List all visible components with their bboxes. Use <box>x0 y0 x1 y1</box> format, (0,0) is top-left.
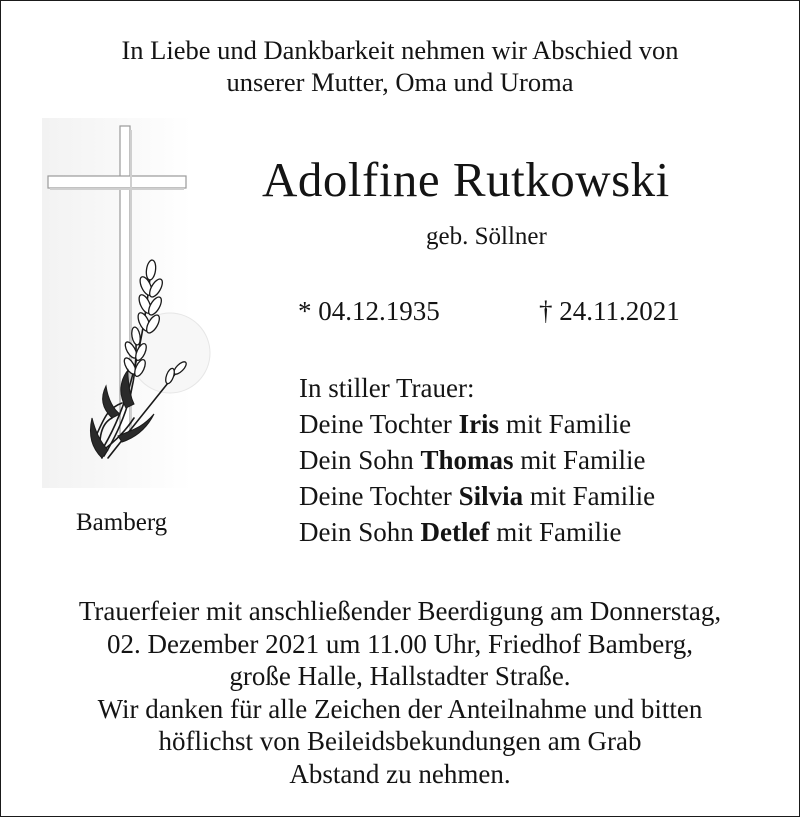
mourners-list <box>299 370 655 550</box>
mourner-family: mit Familie <box>513 445 646 475</box>
closing-line: Wir danken für alle Zeichen der Anteilnahme und bitten <box>97 693 703 724</box>
mourner-name: Thomas <box>420 445 514 475</box>
closing-line: große Halle, Hallstadter Straße. <box>229 661 571 691</box>
closing-line: Trauerfeier mit anschließender Beerdigung am Donnerstag, <box>78 596 722 626</box>
death-date: † 24.11.2021 <box>539 296 680 326</box>
mourner-family: mit Familie <box>523 481 656 511</box>
closing-text <box>0 595 800 790</box>
mourner-line <box>299 478 655 514</box>
deceased-name: Adolfine Rutkowski <box>262 152 670 207</box>
cross-with-wheat-icon <box>42 118 222 498</box>
mourner-family: mit Familie <box>489 517 622 547</box>
mourner-line <box>299 406 655 442</box>
mourner-name: Detlef <box>420 517 490 547</box>
closing-line: Abstand zu nehmen. <box>289 758 511 789</box>
mourner-relation: Dein Sohn <box>299 517 421 547</box>
closing-line: 02. Dezember 2021 um 11.00 Uhr, Friedhof Bamberg, <box>106 628 694 659</box>
mourner-name: Iris <box>458 409 500 439</box>
mourner-relation: Deine Tochter <box>299 481 459 511</box>
birth-date: * 04.12.1935 <box>298 296 440 326</box>
intro-line: In Liebe und Dankbarkeit nehmen wir Abschied von <box>121 35 679 65</box>
closing-line: höflichst von Beileidsbekundungen am Grab <box>158 726 642 756</box>
maiden-name: geb. Söllner <box>426 223 547 250</box>
mourner-name: Silvia <box>458 481 524 511</box>
place-label: Bamberg <box>76 509 168 536</box>
intro-line: unserer Mutter, Oma und Uroma <box>226 67 574 97</box>
mourners-heading: In stiller Trauer: <box>299 373 475 403</box>
mourner-line <box>299 514 655 550</box>
intro-text <box>0 34 800 98</box>
mourner-line <box>299 442 655 478</box>
mourner-relation: Deine Tochter <box>299 409 459 439</box>
mourner-relation: Dein Sohn <box>299 445 421 475</box>
mourner-family: mit Familie <box>499 409 632 439</box>
